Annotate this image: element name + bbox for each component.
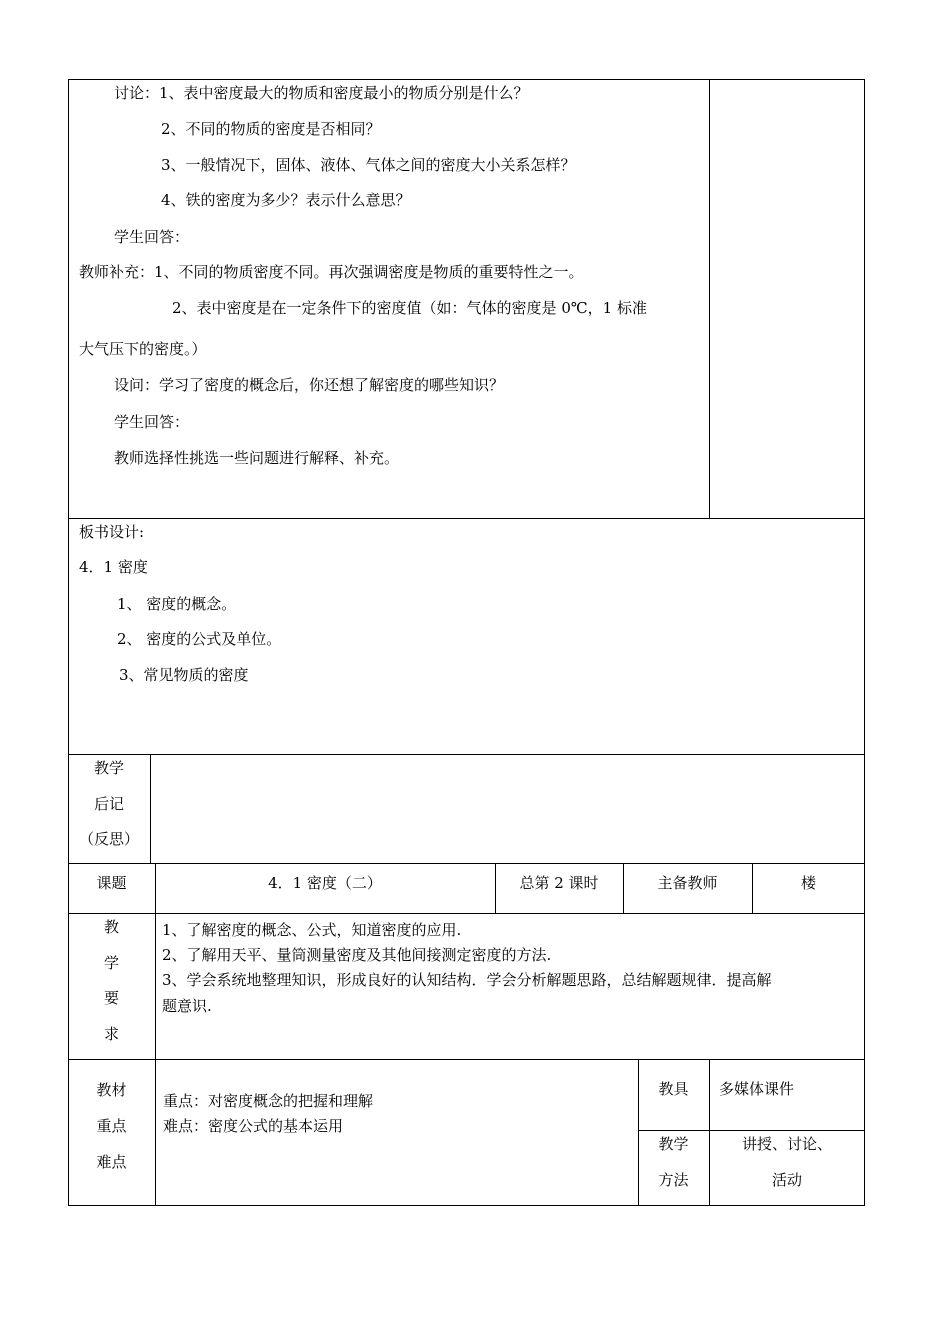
key-point: 重点：对密度概念的把握和理解 bbox=[163, 1092, 374, 1110]
board-item: 2、 密度的公式及单位。 bbox=[117, 630, 282, 648]
materials-label: 重点 bbox=[96, 1117, 127, 1135]
discussion-line: 大气压下的密度。） bbox=[79, 340, 207, 358]
requirements-label-char: 求 bbox=[103, 1025, 119, 1043]
discussion-line: 设问：学习了密度的概念后，你还想了解密度的哪些知识？ bbox=[114, 376, 505, 394]
topic-value: 4．1 密度（二） bbox=[268, 874, 382, 892]
requirements-label-char: 教 bbox=[103, 918, 119, 936]
reflection-divider bbox=[150, 754, 151, 864]
difficult-point: 难点：密度公式的基本运用 bbox=[163, 1117, 344, 1135]
topic-label: 课题 bbox=[96, 874, 127, 892]
method-label: 方法 bbox=[658, 1171, 689, 1189]
requirement-line: 3、学会系统地整理知识，形成良好的认知结构．学会分析解题思路，总结解题规律．提高解 bbox=[162, 971, 772, 989]
requirement-line: 1、了解密度的概念、公式，知道密度的应用. bbox=[162, 921, 462, 939]
building-label: 楼 bbox=[800, 874, 816, 892]
materials-row-divider bbox=[638, 1130, 865, 1131]
discussion-line: 3、一般情况下，固体、液体、气体之间的密度大小关系怎样？ bbox=[161, 156, 576, 174]
discussion-line: 4、铁的密度为多少？表示什么意思？ bbox=[161, 191, 411, 209]
board-title: 板书设计: bbox=[79, 523, 145, 541]
materials-label: 难点 bbox=[96, 1153, 127, 1171]
discussion-divider bbox=[709, 79, 710, 519]
discussion-line: 教师补充：1、不同的物质密度不同。再次强调密度是物质的重要特性之一。 bbox=[79, 263, 584, 281]
method-value: 活动 bbox=[771, 1171, 802, 1189]
reflection-label: 后记 bbox=[93, 795, 124, 813]
discussion-line: 讨论：1、表中密度最大的物质和密度最小的物质分别是什么？ bbox=[114, 84, 529, 102]
requirements-divider bbox=[155, 913, 156, 1060]
materials-label: 教材 bbox=[96, 1081, 127, 1099]
discussion-line: 学生回答： bbox=[114, 413, 190, 431]
board-item: 1、 密度的概念。 bbox=[117, 595, 237, 613]
tools-label: 教具 bbox=[658, 1080, 689, 1098]
method-value: 讲授、讨论、 bbox=[741, 1135, 832, 1153]
board-item: 3、常见物质的密度 bbox=[119, 666, 249, 684]
teacher-label: 主备教师 bbox=[657, 874, 718, 892]
reflection-label: （反思） bbox=[78, 830, 139, 848]
reflection-label: 教学 bbox=[93, 759, 124, 777]
board-heading: 4．1 密度 bbox=[79, 558, 148, 576]
requirement-line: 题意识. bbox=[162, 997, 212, 1015]
requirement-line: 2、了解用天平、量筒测量密度及其他间接测定密度的方法. bbox=[162, 946, 552, 964]
discussion-line: 教师选择性挑选一些问题进行解释、补充。 bbox=[114, 449, 400, 467]
requirements-label-char: 要 bbox=[103, 989, 119, 1007]
discussion-line: 学生回答： bbox=[114, 228, 190, 246]
requirements-label-char: 学 bbox=[103, 954, 119, 972]
materials-divider bbox=[155, 1059, 156, 1206]
method-label: 教学 bbox=[658, 1135, 689, 1153]
reflection-section bbox=[68, 754, 865, 864]
discussion-line: 2、表中密度是在一定条件下的密度值（如：气体的密度是 0℃，1 标准 bbox=[172, 299, 647, 317]
discussion-line: 2、不同的物质的密度是否相同？ bbox=[161, 120, 381, 138]
period-count: 总第 2 课时 bbox=[519, 874, 599, 892]
tools-value: 多媒体课件 bbox=[719, 1080, 795, 1098]
